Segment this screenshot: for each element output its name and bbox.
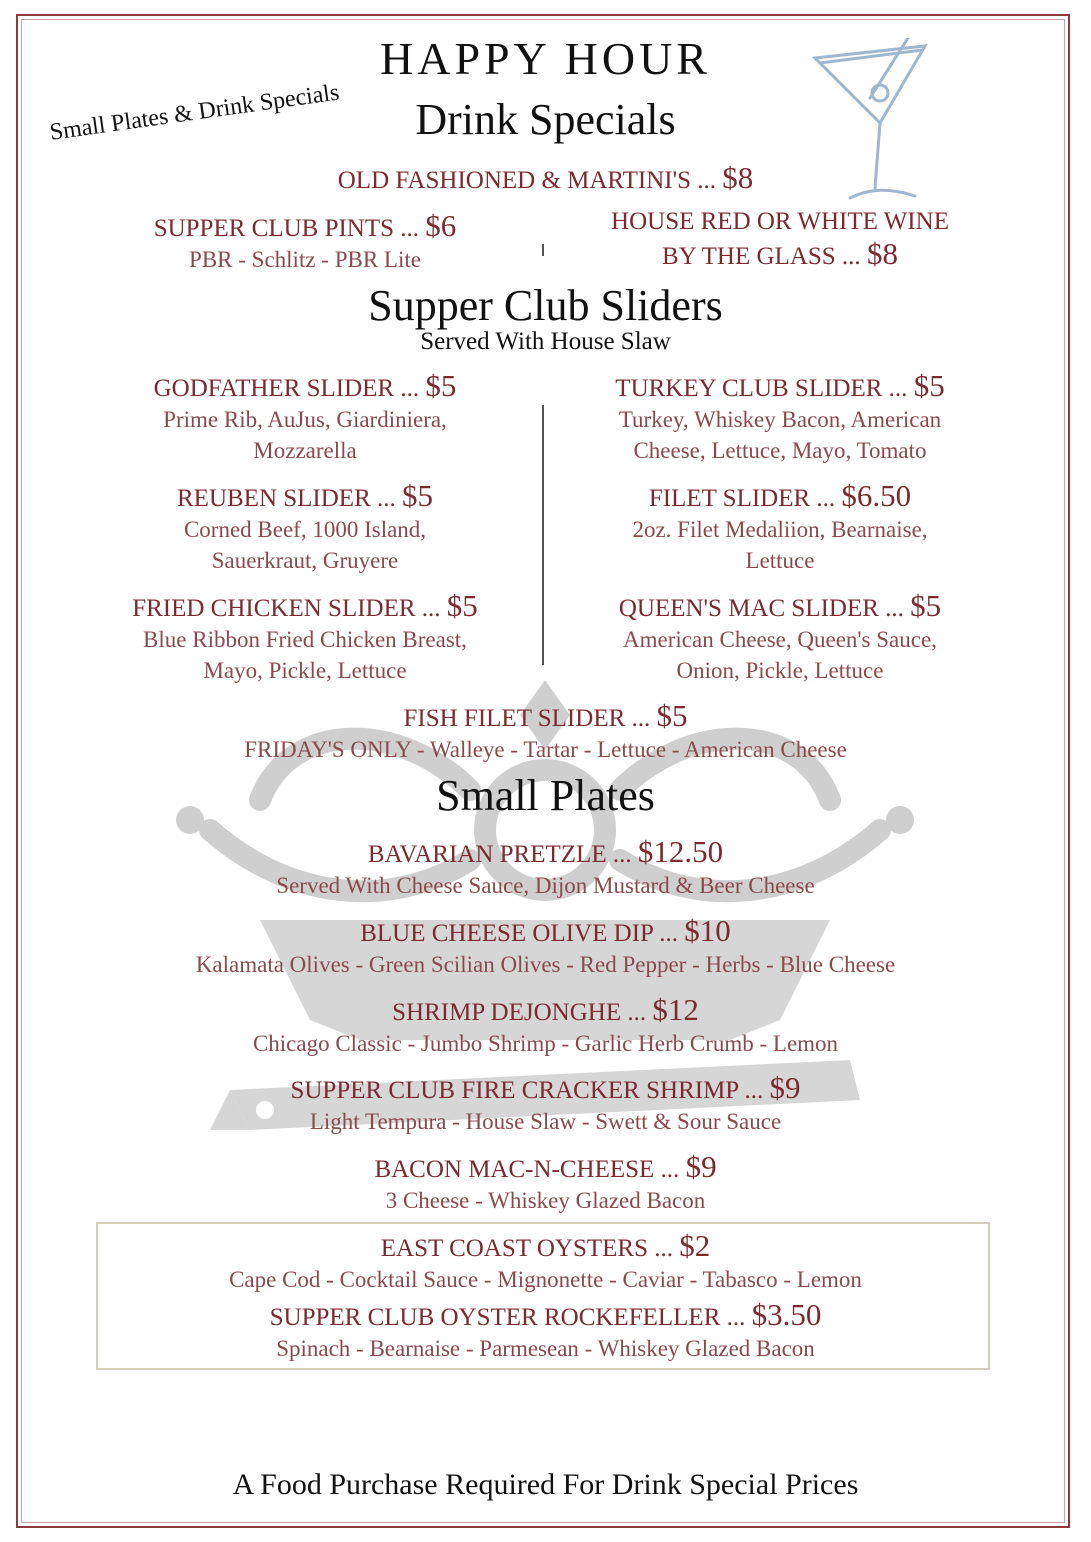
- item-description: Cape Cod - Cocktail Sauce - Mignonette - Caviar - Tabasco - Lemon: [229, 1267, 862, 1292]
- item-name: BACON MAC-N-CHEESE ...: [374, 1156, 680, 1183]
- item-name: SHRIMP DEJONGHE ...: [392, 999, 647, 1026]
- item-name: SUPPER CLUB PINTS ...: [153, 215, 420, 242]
- item-price: $8: [722, 160, 754, 195]
- oyster-item: [0, 1228, 1091, 1295]
- item-price: $9: [685, 1149, 717, 1184]
- item-description: 3 Cheese - Whiskey Glazed Bacon: [385, 1188, 706, 1213]
- plate-item: [0, 834, 1091, 901]
- item-price: $5: [913, 368, 945, 403]
- item-description: Corned Beef, 1000 Island,: [183, 517, 427, 542]
- item-name: FRIED CHICKEN SLIDER ...: [132, 595, 441, 622]
- sliders-heading: Supper Club Sliders: [368, 281, 723, 330]
- item-price: $5: [910, 588, 942, 623]
- item-description: Spinach - Bearnaise - Parmesean - Whiskey Glazed Bacon: [276, 1336, 815, 1361]
- item-name: HOUSE RED OR WHITE WINE: [611, 208, 949, 235]
- item-name: BAVARIAN PRETZLE ...: [367, 841, 632, 868]
- item-name: EAST COAST OYSTERS ...: [380, 1235, 673, 1262]
- slider-item: [575, 588, 985, 686]
- item-description: Blue Ribbon Fried Chicken Breast,: [143, 627, 467, 652]
- slider-item: [100, 478, 510, 576]
- slider-item: [100, 368, 510, 466]
- item-price: $9: [769, 1070, 801, 1105]
- pints-item: [100, 208, 510, 275]
- item-price: $6: [425, 208, 457, 243]
- plate-item: [0, 1070, 1091, 1137]
- item-description: Mayo, Pickle, Lettuce: [203, 658, 407, 683]
- sliders-subheading: Served With House Slaw: [420, 328, 671, 355]
- item-price: $3.50: [751, 1297, 822, 1332]
- item-description: Cheese, Lettuce, Mayo, Tomato: [633, 438, 927, 463]
- drink-specials-heading: Drink Specials: [415, 95, 676, 144]
- plate-item: [0, 992, 1091, 1059]
- item-name: OLD FASHIONED & MARTINI'S ...: [337, 167, 716, 194]
- item-price: $5: [656, 698, 688, 733]
- item-price: $12: [652, 992, 699, 1027]
- item-description: 2oz. Filet Medaliion, Bearnaise,: [632, 517, 928, 542]
- fish-slider-item: [0, 698, 1091, 765]
- item-price: $5: [425, 368, 457, 403]
- item-description: Kalamata Olives - Green Scilian Olives - Red Pepper - Herbs - Blue Cheese: [195, 952, 896, 977]
- item-name-line2: BY THE GLASS ...: [662, 243, 861, 270]
- page-title: HAPPY HOUR: [380, 33, 711, 84]
- item-name: QUEEN'S MAC SLIDER ...: [618, 595, 904, 622]
- item-name: SUPPER CLUB FIRE CRACKER SHRIMP ...: [290, 1077, 764, 1104]
- item-name: FILET SLIDER ...: [648, 485, 836, 512]
- item-name: TURKEY CLUB SLIDER ...: [615, 375, 908, 402]
- slider-item: [100, 588, 510, 686]
- item-name: GODFATHER SLIDER ...: [153, 375, 420, 402]
- slider-item: [575, 368, 985, 466]
- wine-item: [580, 208, 980, 272]
- item-description: American Cheese, Queen's Sauce,: [623, 627, 937, 652]
- slider-divider: [542, 405, 544, 665]
- oyster-item: [0, 1297, 1091, 1364]
- item-price: $8: [866, 236, 898, 271]
- old-fashioned-item: [0, 160, 1091, 196]
- slider-item: [575, 478, 985, 576]
- plate-item: [0, 1149, 1091, 1216]
- item-description: Mozzarella: [253, 438, 357, 463]
- item-description: PBR - Schlitz - PBR Lite: [189, 247, 421, 272]
- item-price: $5: [402, 478, 433, 513]
- item-description: Turkey, Whiskey Bacon, American: [618, 407, 942, 432]
- item-price: $10: [684, 913, 731, 948]
- item-description: Light Tempura - House Slaw - Swett & Sour Sauce: [309, 1109, 782, 1134]
- item-description: FRIDAY'S ONLY - Walleye - Tartar - Lettuce - American Cheese: [244, 737, 847, 762]
- item-price: $6.50: [841, 478, 912, 513]
- item-name: SUPPER CLUB OYSTER ROCKEFELLER ...: [269, 1304, 746, 1331]
- item-price: $5: [446, 588, 478, 623]
- item-price: $2: [679, 1228, 711, 1263]
- plate-item: [0, 913, 1091, 980]
- item-description: Lettuce: [745, 548, 815, 573]
- item-description: Prime Rib, AuJus, Giardiniera,: [163, 407, 447, 432]
- item-description: Served With Cheese Sauce, Dijon Mustard & Beer Cheese: [276, 873, 815, 898]
- small-plates-heading: Small Plates: [436, 771, 655, 820]
- item-price: $12.50: [637, 834, 724, 869]
- drink-divider: [542, 244, 544, 256]
- item-description: Sauerkraut, Gruyere: [211, 548, 399, 573]
- footer-note: A Food Purchase Required For Drink Special Prices: [232, 1468, 859, 1501]
- item-description: Chicago Classic - Jumbo Shrimp - Garlic Herb Crumb - Lemon: [252, 1031, 839, 1056]
- item-name: BLUE CHEESE OLIVE DIP ...: [360, 920, 679, 947]
- item-name: FISH FILET SLIDER ...: [403, 705, 651, 732]
- item-name: REUBEN SLIDER ...: [177, 485, 396, 512]
- tagline: Small Plates & Drink Specials: [48, 79, 341, 146]
- item-description: Onion, Pickle, Lettuce: [676, 658, 884, 683]
